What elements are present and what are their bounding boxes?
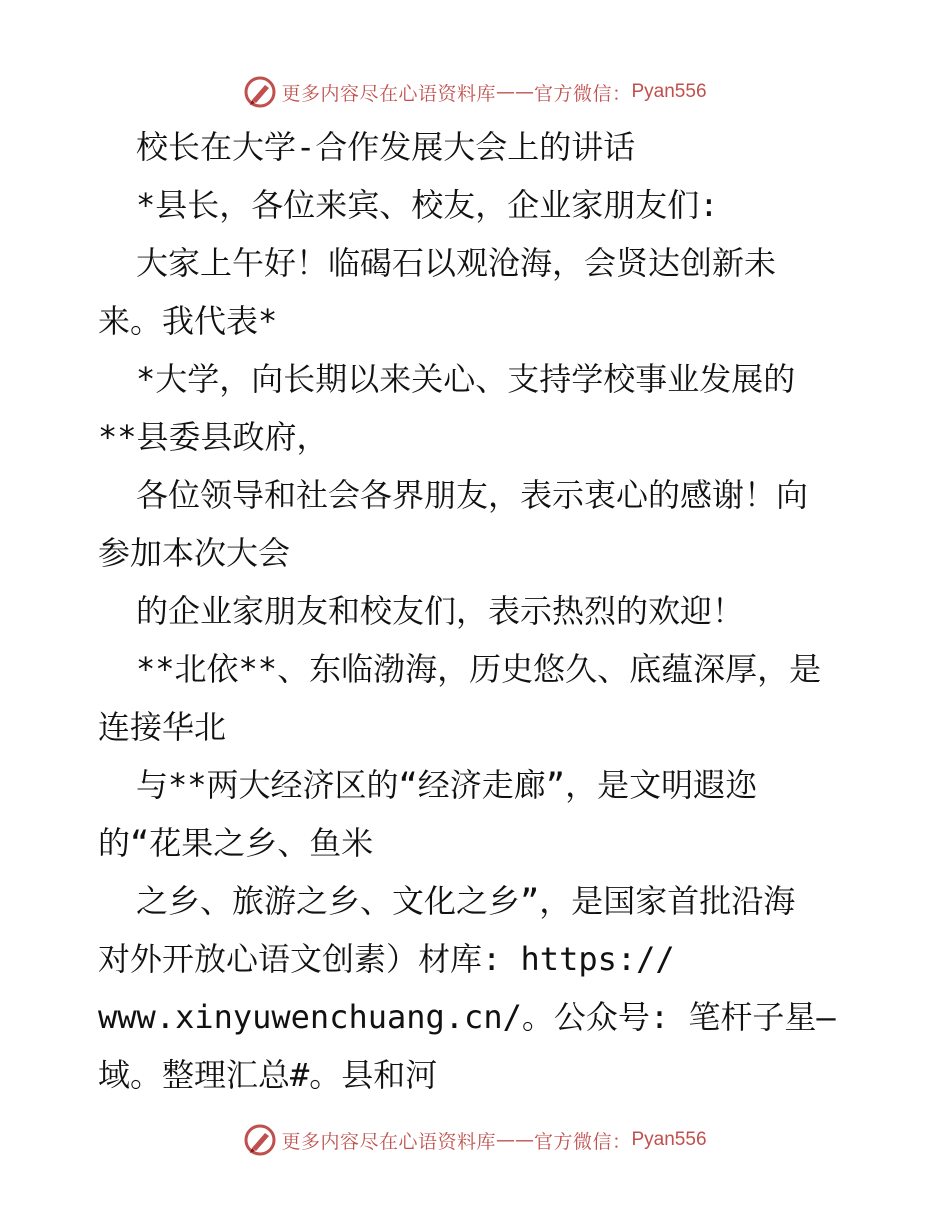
doc-line: *县长，各位来宾、校友，企业家朋友们: [136,186,719,224]
banner-wechat-label: 官方微信： [533,1130,632,1153]
document-body [98,118,898,1104]
banner-wechat-label: 官方微信： [533,82,632,105]
doc-line: 对外开放心语文创素）材库: https:// [98,940,675,978]
banner-text: 更多内容尽在心语资料库 [281,82,496,105]
banner-separator: —— [495,1129,534,1151]
doc-line: 来。我代表* [98,302,278,340]
doc-line: **北依**、东临渤海，历史悠久、底蕴深厚，是 [136,650,822,688]
doc-line: **县委县政府， [98,418,329,456]
pen-logo-icon [243,1123,277,1157]
doc-line: 各位领导和社会各界朋友，表示衷心的感谢！向 [136,476,809,514]
footer-banner [0,1120,950,1160]
banner-wechat-id: Pyan556 [631,1129,707,1150]
banner-wechat-id: Pyan556 [631,81,707,102]
doc-line: 连接华北 [98,708,227,746]
doc-line: www.xinyuwenchuang.cn/。公众号: 笔杆子星— [98,998,836,1036]
banner-text: 更多内容尽在心语资料库 [281,1130,496,1153]
doc-line: 大家上午好！临碣石以观沧海，会贤达创新未 [136,244,777,282]
doc-line: 之乡、旅游之乡、文化之乡”，是国家首批沿海 [136,882,796,920]
doc-line: 域。整理汇总#。县和河 [98,1056,438,1094]
doc-line: 的企业家朋友和校友们，表示热烈的欢迎！ [136,592,745,630]
doc-line: 的“花果之乡、鱼米 [98,824,374,862]
header-banner [0,72,950,112]
banner-separator: —— [495,81,534,103]
doc-line: *大学，向长期以来关心、支持学校事业发展的 [136,360,796,398]
pen-logo-icon [243,75,277,109]
doc-line: 与**两大经济区的“经济走廊”，是文明遐迩 [136,766,758,804]
doc-title: 校长在大学-合作发展大会上的讲话 [136,128,636,166]
doc-line: 参加本次大会 [98,534,291,572]
